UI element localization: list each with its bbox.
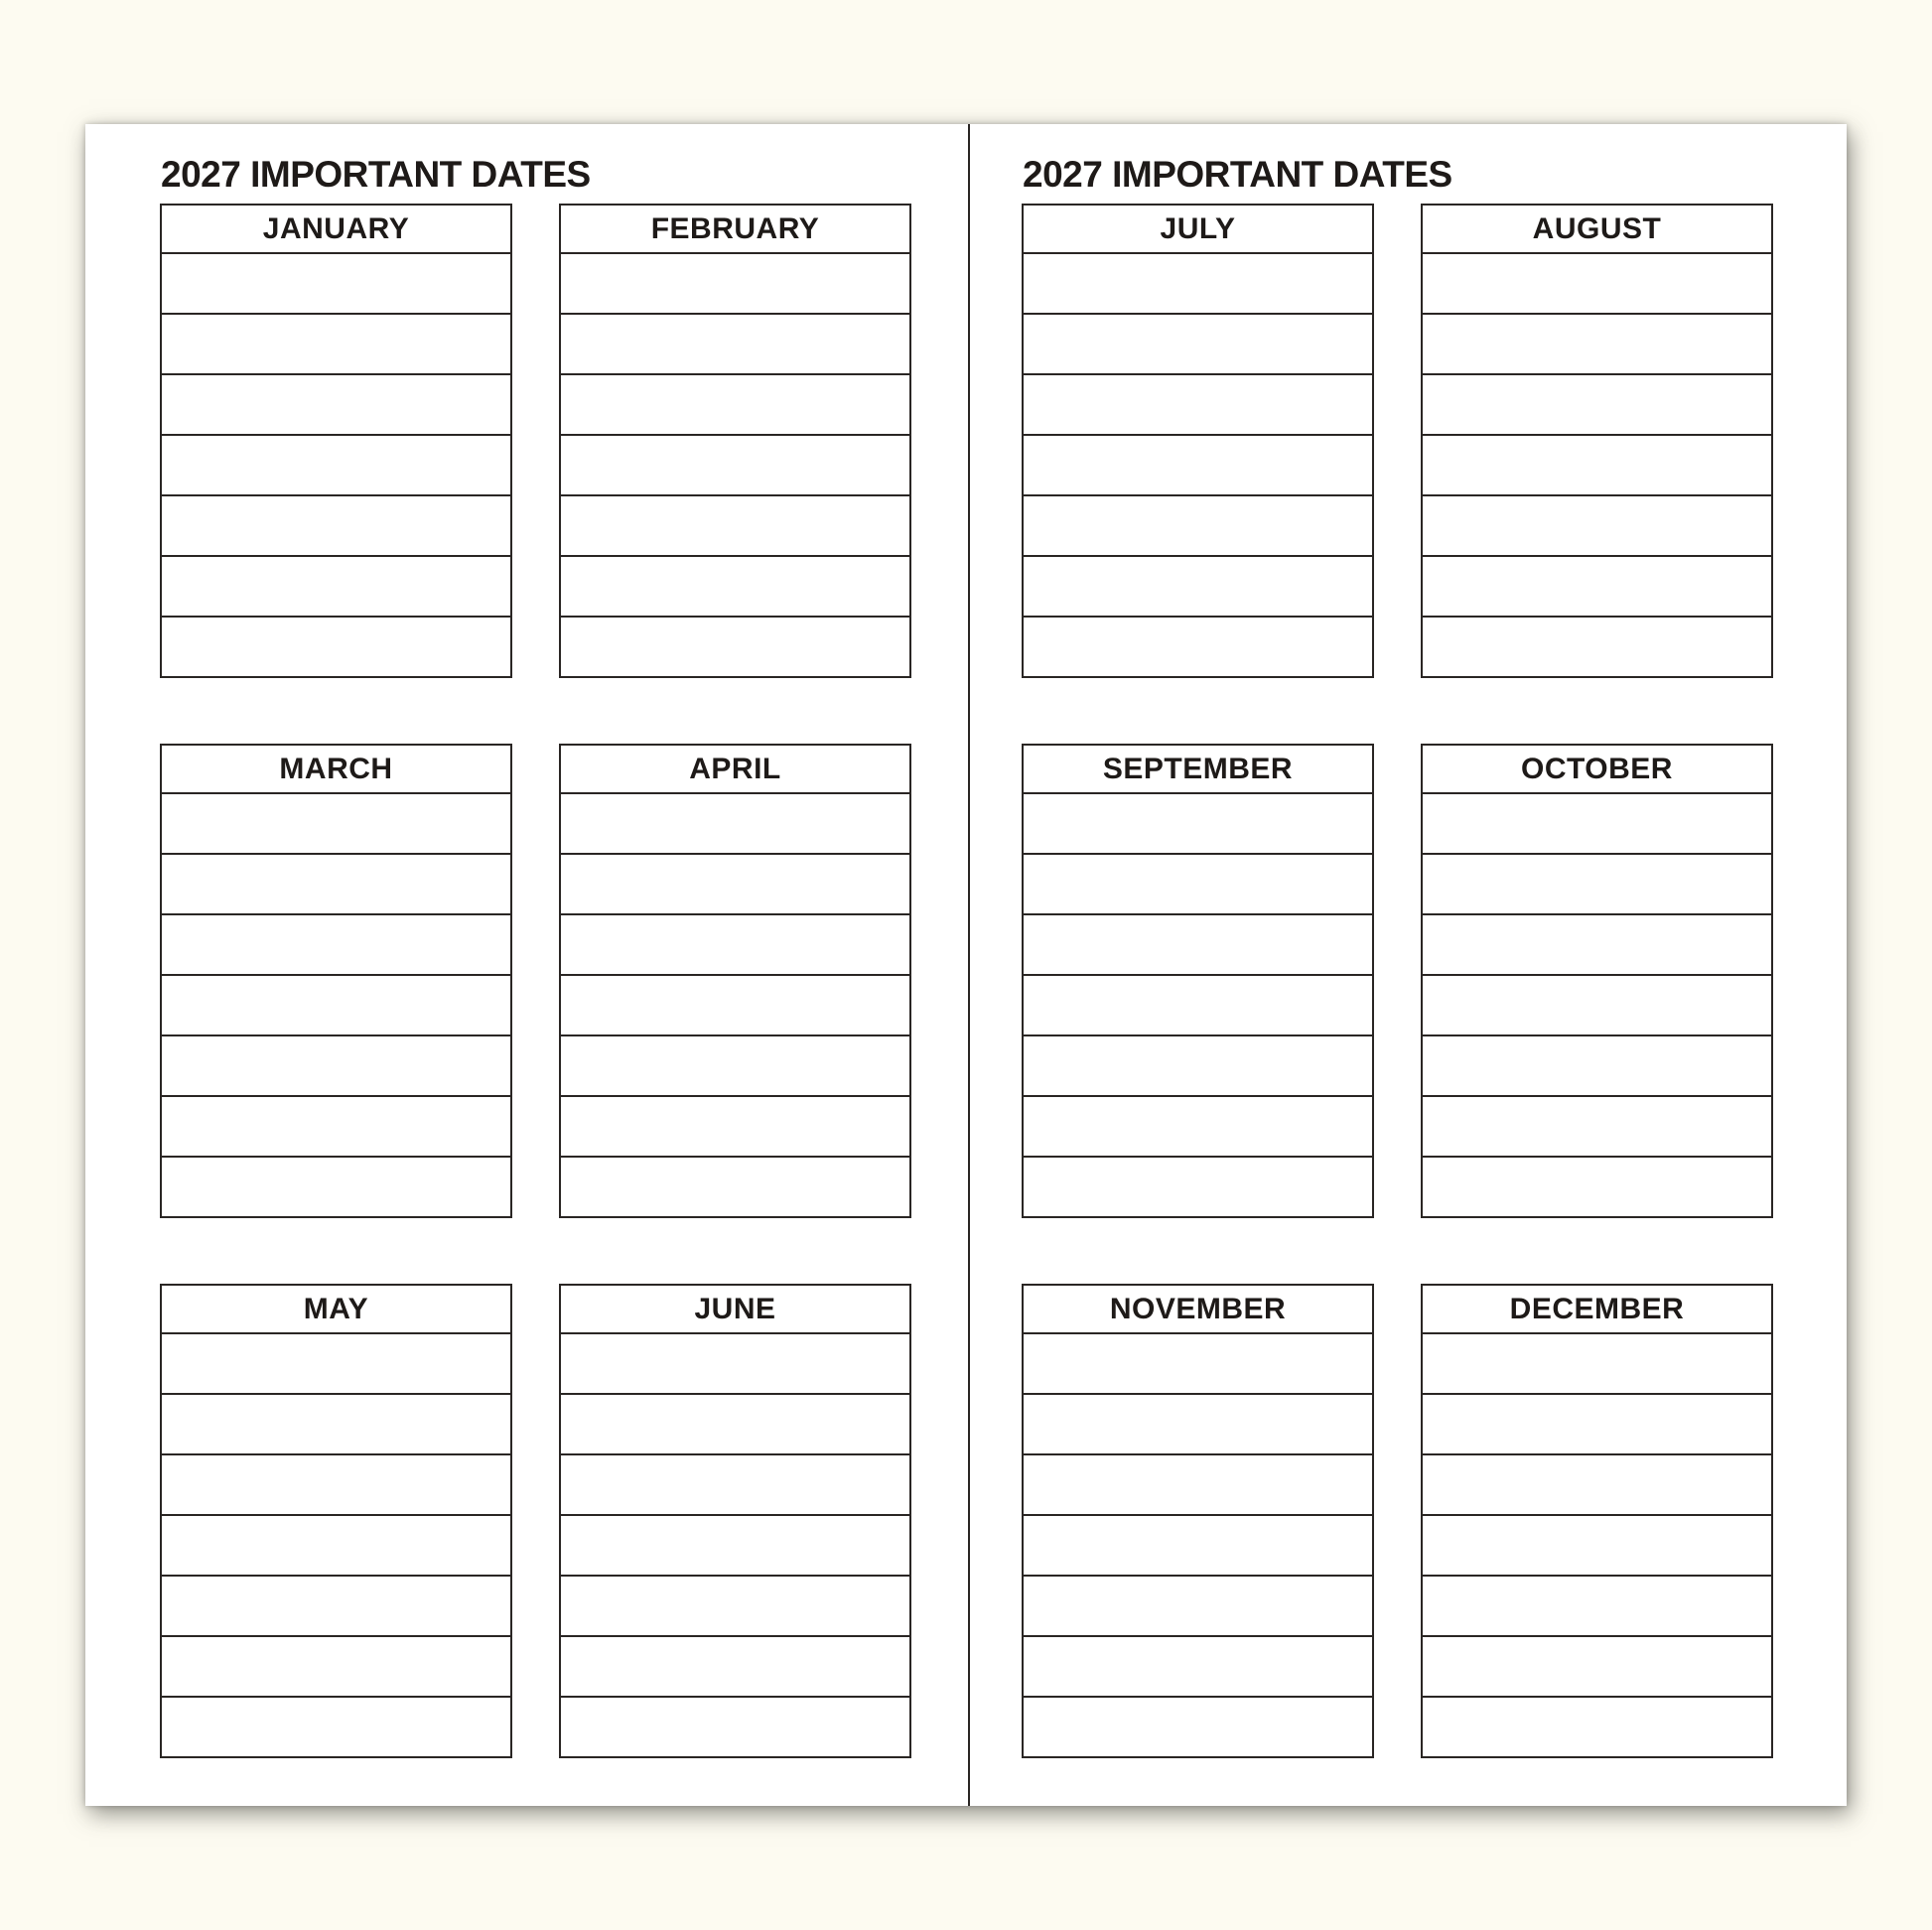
entry-line xyxy=(1024,1698,1372,1756)
month-label: DECEMBER xyxy=(1423,1286,1771,1334)
entry-line xyxy=(162,915,510,976)
month-label: JUNE xyxy=(561,1286,909,1334)
entry-line xyxy=(1423,375,1771,436)
right-page xyxy=(970,124,1852,1806)
entry-lines xyxy=(1024,1334,1372,1756)
entry-line xyxy=(1024,1637,1372,1698)
entry-lines xyxy=(1024,254,1372,676)
entry-lines xyxy=(1423,254,1771,676)
entry-line xyxy=(1024,1395,1372,1455)
entry-line xyxy=(162,1516,510,1577)
month-label: OCTOBER xyxy=(1423,746,1771,794)
entry-line xyxy=(561,496,909,557)
entry-line xyxy=(162,375,510,436)
entry-line xyxy=(561,1455,909,1516)
entry-line xyxy=(162,557,510,618)
entry-line xyxy=(162,855,510,915)
entry-line xyxy=(561,1577,909,1637)
entry-line xyxy=(561,618,909,676)
entry-line xyxy=(1024,618,1372,676)
entry-line xyxy=(1423,1516,1771,1577)
entry-line xyxy=(1024,436,1372,496)
month-label: AUGUST xyxy=(1423,206,1771,254)
entry-lines xyxy=(162,794,510,1216)
entry-line xyxy=(162,496,510,557)
entry-line xyxy=(162,1036,510,1097)
month-box-december xyxy=(1421,1284,1773,1758)
entry-line xyxy=(162,1158,510,1216)
entry-line xyxy=(561,976,909,1036)
entry-line xyxy=(561,1334,909,1395)
month-box-september xyxy=(1022,744,1374,1218)
entry-line xyxy=(162,1334,510,1395)
entry-lines xyxy=(1024,794,1372,1216)
entry-line xyxy=(1024,1334,1372,1395)
entry-line xyxy=(1024,375,1372,436)
entry-line xyxy=(561,794,909,855)
entry-line xyxy=(561,855,909,915)
entry-lines xyxy=(561,794,909,1216)
entry-line xyxy=(561,315,909,375)
month-box-february xyxy=(559,204,911,678)
entry-line xyxy=(1423,618,1771,676)
month-box-november xyxy=(1022,1284,1374,1758)
entry-line xyxy=(1024,557,1372,618)
entry-line xyxy=(1423,915,1771,976)
entry-line xyxy=(1423,436,1771,496)
entry-line xyxy=(1423,855,1771,915)
entry-line xyxy=(1423,1036,1771,1097)
entry-line xyxy=(1423,794,1771,855)
month-label: SEPTEMBER xyxy=(1024,746,1372,794)
entry-line xyxy=(162,794,510,855)
month-box-march xyxy=(160,744,512,1218)
entry-line xyxy=(561,1395,909,1455)
entry-lines xyxy=(162,254,510,676)
entry-line xyxy=(162,618,510,676)
page-title: 2027 IMPORTANT DATES xyxy=(1023,154,1452,195)
month-label: FEBRUARY xyxy=(561,206,909,254)
entry-lines xyxy=(561,1334,909,1756)
entry-line xyxy=(1024,1516,1372,1577)
entry-lines xyxy=(561,254,909,676)
entry-line xyxy=(1024,315,1372,375)
entry-line xyxy=(1024,1097,1372,1158)
entry-line xyxy=(162,1455,510,1516)
entry-line xyxy=(1024,1158,1372,1216)
page-title: 2027 IMPORTANT DATES xyxy=(161,154,591,195)
entry-line xyxy=(1024,794,1372,855)
entry-lines xyxy=(1423,794,1771,1216)
entry-line xyxy=(1423,496,1771,557)
entry-line xyxy=(561,1097,909,1158)
entry-line xyxy=(1423,1395,1771,1455)
month-box-april xyxy=(559,744,911,1218)
entry-line xyxy=(162,1698,510,1756)
entry-line xyxy=(561,1516,909,1577)
entry-line xyxy=(561,1637,909,1698)
entry-line xyxy=(1423,1698,1771,1756)
entry-lines xyxy=(162,1334,510,1756)
month-label: MAY xyxy=(162,1286,510,1334)
entry-line xyxy=(1423,976,1771,1036)
entry-line xyxy=(1423,1455,1771,1516)
entry-line xyxy=(1423,315,1771,375)
entry-line xyxy=(162,436,510,496)
entry-line xyxy=(162,976,510,1036)
entry-line xyxy=(1024,1455,1372,1516)
entry-line xyxy=(1024,976,1372,1036)
month-box-may xyxy=(160,1284,512,1758)
entry-line xyxy=(1024,855,1372,915)
entry-line xyxy=(1423,1158,1771,1216)
entry-line xyxy=(561,375,909,436)
entry-line xyxy=(1423,1334,1771,1395)
month-box-june xyxy=(559,1284,911,1758)
entry-line xyxy=(162,1097,510,1158)
month-box-january xyxy=(160,204,512,678)
entry-line xyxy=(561,1158,909,1216)
month-box-october xyxy=(1421,744,1773,1218)
month-label: NOVEMBER xyxy=(1024,1286,1372,1334)
entry-line xyxy=(1024,915,1372,976)
entry-line xyxy=(561,915,909,976)
month-label: APRIL xyxy=(561,746,909,794)
entry-line xyxy=(162,254,510,315)
entry-line xyxy=(561,254,909,315)
planner-spread xyxy=(85,124,1847,1806)
entry-line xyxy=(162,1395,510,1455)
entry-line xyxy=(1024,1036,1372,1097)
left-page xyxy=(85,124,967,1806)
entry-line xyxy=(561,1036,909,1097)
entry-line xyxy=(561,1698,909,1756)
entry-line xyxy=(1423,254,1771,315)
month-box-august xyxy=(1421,204,1773,678)
entry-line xyxy=(1423,1097,1771,1158)
entry-line xyxy=(1024,1577,1372,1637)
entry-line xyxy=(1423,557,1771,618)
entry-line xyxy=(162,315,510,375)
month-box-july xyxy=(1022,204,1374,678)
entry-line xyxy=(1024,496,1372,557)
entry-line xyxy=(561,557,909,618)
month-label: JULY xyxy=(1024,206,1372,254)
entry-lines xyxy=(1423,1334,1771,1756)
month-label: JANUARY xyxy=(162,206,510,254)
entry-line xyxy=(1423,1637,1771,1698)
entry-line xyxy=(561,436,909,496)
entry-line xyxy=(1423,1577,1771,1637)
entry-line xyxy=(162,1637,510,1698)
month-label: MARCH xyxy=(162,746,510,794)
entry-line xyxy=(1024,254,1372,315)
entry-line xyxy=(162,1577,510,1637)
